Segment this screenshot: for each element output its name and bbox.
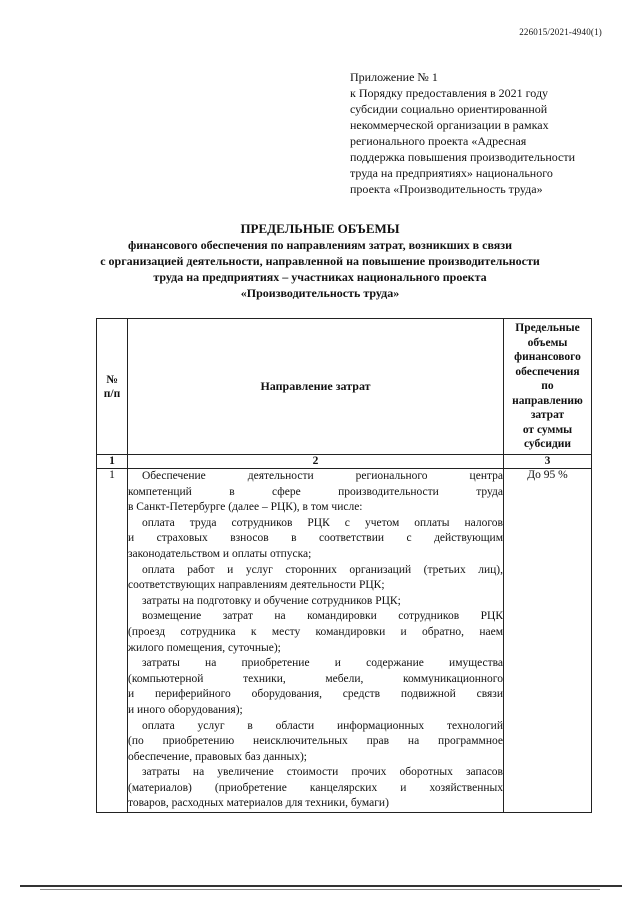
description-paragraph <box>128 516 503 563</box>
heading-subtitle-line: финансового обеспечения по направлениям затрат, возникших в связи <box>127 238 513 252</box>
appendix-line: поддержка повышения производительности <box>350 150 576 164</box>
description-paragraph <box>128 563 503 594</box>
document-heading <box>90 221 550 301</box>
header-limit-cell <box>504 319 592 455</box>
description-paragraph <box>128 609 503 656</box>
header-number-label: № <box>106 373 118 386</box>
header-limit-label: по <box>541 380 554 393</box>
header-number-label: п/п <box>103 387 121 400</box>
description-paragraph <box>128 469 503 516</box>
cost-limits-table <box>96 318 592 813</box>
header-limit-label: обеспечения <box>515 365 580 378</box>
description-paragraph <box>128 656 503 718</box>
description-line: и страховых взносов в соответствии с действующим <box>128 532 503 545</box>
description-paragraph <box>128 765 503 812</box>
description-line: Обеспечение деятельности регионального центра <box>142 470 503 482</box>
row-description-cell <box>128 469 504 813</box>
header-number-cell <box>97 319 128 455</box>
document-registration-number: 226015/2021-4940(1) <box>519 27 602 37</box>
description-line: (проезд сотрудника к месту командировки и обратно, наем <box>128 625 503 638</box>
description-line: оплата работ и услуг сторонних организаций (третьих лиц), <box>142 563 503 576</box>
table-row <box>97 469 592 813</box>
heading-subtitle-line: «Производительность труда» <box>240 286 400 300</box>
description-paragraph <box>128 719 503 766</box>
heading-title: ПРЕДЕЛЬНЫЕ ОБЪЕМЫ <box>240 221 400 236</box>
column-index-cell: 3 <box>504 455 592 469</box>
appendix-line: проекта «Производительность труда» <box>350 182 543 196</box>
appendix-line: труда на предприятиях» национального <box>350 166 553 180</box>
scan-bottom-edge-line <box>40 889 600 890</box>
description-line: и периферийного оборудования, средств подвижной связи <box>128 688 503 701</box>
description-line: (материалов) (приобретение канцелярских и хозяйственных <box>128 781 503 794</box>
header-limit-label: затрат <box>530 409 565 422</box>
appendix-line: субсидии социально ориентированной <box>350 102 548 116</box>
description-line: затраты на увеличение стоимости прочих оборотных запасов <box>142 766 503 779</box>
row-number-cell: 1 <box>97 469 128 813</box>
appendix-line: некоммерческой организации в рамках <box>350 118 549 132</box>
header-limit-label: от суммы <box>522 423 573 436</box>
description-line: и иного оборудования); <box>128 703 243 716</box>
appendix-line: к Порядку предоставления в 2021 году <box>350 86 549 100</box>
description-line: компетенций в сфере производительности труда <box>128 485 503 498</box>
description-line: затраты на приобретение и содержание имущества <box>142 657 503 670</box>
heading-subtitle-line: труда на предприятиях – участниках национального проекта <box>153 270 487 284</box>
header-limit-label: объемы <box>527 336 568 349</box>
description-line: оплата услуг в области информационных технологий <box>142 719 503 732</box>
column-index-cell: 2 <box>128 455 504 469</box>
scan-bottom-edge-line <box>20 885 622 887</box>
description-line: соответствующих направлениям деятельности РЦК; <box>128 579 385 592</box>
description-line: в Санкт-Петербурге (далее – РЦК), в том числе: <box>128 501 363 514</box>
header-limit-label: субсидии <box>523 438 572 451</box>
description-line: (компьютерной техники, мебели, коммуникационного <box>128 672 503 685</box>
description-line: (по приобретению неисключительных прав на программное <box>128 735 503 748</box>
description-line: затраты на подготовку и обучение сотрудников РЦК; <box>142 594 401 607</box>
column-index-row <box>97 455 592 469</box>
description-line: жилого помещения, суточные); <box>128 641 281 654</box>
header-direction-cell: Направление затрат <box>128 319 504 455</box>
description-line: обеспечение, правовых баз данных); <box>128 750 307 763</box>
column-index-cell: 1 <box>97 455 128 469</box>
appendix-line: регионального проекта «Адресная <box>350 134 527 148</box>
heading-subtitle-line: с организацией деятельности, направленной на повышение производительности <box>100 254 540 268</box>
description-line: возмещение затрат на командировки сотрудников РЦК <box>142 610 503 623</box>
table-header-row <box>97 319 592 455</box>
row-limit-cell: До 95 % <box>504 469 592 813</box>
header-limit-label: финансового <box>514 351 581 364</box>
header-limit-label: Предельные <box>515 322 580 335</box>
description-line: законодательством и оплаты отпуска; <box>128 547 312 560</box>
description-line: товаров, расходных материалов для техники, бумаги) <box>128 797 389 810</box>
appendix-line: Приложение № 1 <box>350 70 438 84</box>
description-line: оплата труда сотрудников РЦК с учетом оплаты налогов <box>142 516 503 529</box>
description-paragraph <box>128 594 503 610</box>
header-limit-label: направлению <box>512 394 583 407</box>
appendix-block <box>350 69 610 197</box>
